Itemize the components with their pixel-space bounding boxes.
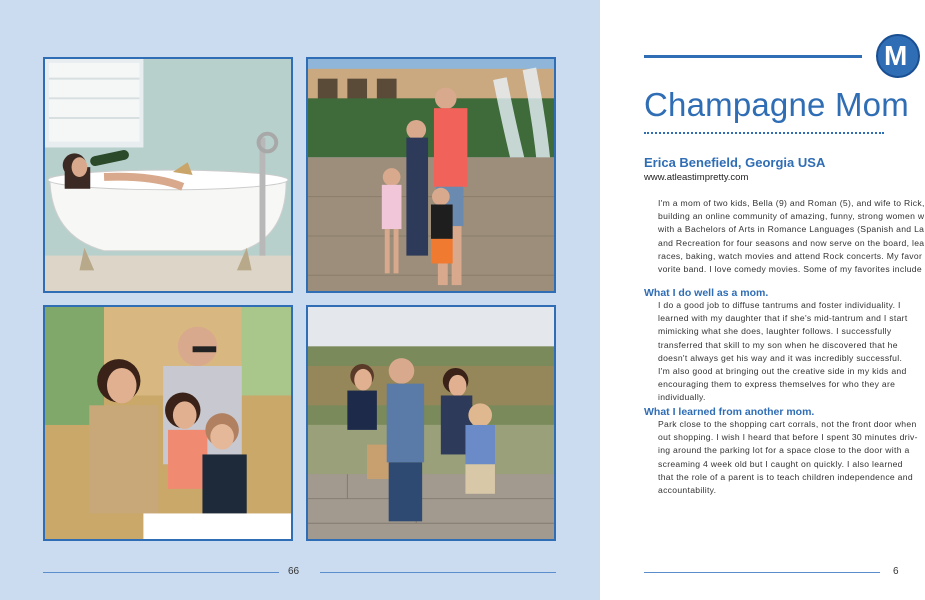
article-title: Champagne Mom xyxy=(644,86,909,123)
right-page xyxy=(600,0,925,600)
photo-family-restaurant xyxy=(43,305,293,541)
footer-rule-left xyxy=(43,572,279,573)
text-line: out shopping. I wish I heard that before I spent 30 minutes driv- xyxy=(658,432,918,443)
text-line: building an online community of amazing, funny, strong women w xyxy=(658,211,925,222)
text-line: and Recreation for four seasons and now serve on the board, lea xyxy=(658,237,925,248)
text-line: races, baking, watch movies and attend Rock concerts. My favor xyxy=(658,250,923,261)
text-line: accountability. xyxy=(658,485,717,496)
footer-rule xyxy=(644,572,880,573)
text-line: Park close to the shopping cart corrals, not the front door when xyxy=(658,419,917,429)
section-paragraph-do-well xyxy=(658,299,916,405)
text-line: I do a good job to diffuse tantrums and foster individuality. I xyxy=(658,300,901,310)
header-rule xyxy=(644,55,862,58)
text-line: individually. xyxy=(658,392,706,403)
section-heading-learned: What I learned from another mom. xyxy=(644,406,815,418)
text-line: screaming 4 week old but I caught on quickly. I also learned xyxy=(658,458,903,469)
footer-rule-right xyxy=(320,572,556,573)
section-heading-do-well: What I do well as a mom. xyxy=(644,287,769,299)
text-line: mimicking what she does, laughter follows. I successfully xyxy=(658,326,892,337)
title-dotted-rule xyxy=(644,132,884,134)
text-line: vorite band. I love comedy movies. Some of my favorites include xyxy=(658,264,922,275)
photo-champagne-bathtub xyxy=(43,57,293,293)
text-line: transferred that skill to my son when he discovered that he xyxy=(658,339,898,350)
text-line: that the role of a parent is to teach children independence and xyxy=(658,471,913,482)
photo-family-fountain xyxy=(306,57,556,293)
page-number-right: 6 xyxy=(893,566,899,577)
author-name: Erica Benefield, Georgia USA xyxy=(644,155,826,170)
magazine-logo: M xyxy=(876,34,920,78)
text-line: with a Bachelors of Arts in Romance Languages (Spanish and La xyxy=(658,224,925,235)
author-website-link[interactable]: www.atleastimpretty.com xyxy=(644,172,749,183)
text-line: doesn't always get his way and it was incredibly successful. xyxy=(658,352,903,363)
photo-family-outdoor-wall xyxy=(306,305,556,541)
page-number-left: 66 xyxy=(288,566,300,577)
text-line: ing around the parking lot for a space close to the door with a xyxy=(658,445,910,456)
text-line: I'm a mom of two kids, Bella (9) and Roman (5), and wife to Rick, xyxy=(658,198,925,208)
text-line: encouraging them to express themselves for who they are xyxy=(658,379,896,390)
intro-paragraph xyxy=(658,197,925,276)
text-line: I'm also good at bringing out the creative side in my kids and xyxy=(658,366,907,377)
text-line: learned with my daughter that if she's mid-tantrum and I start xyxy=(658,313,908,324)
section-paragraph-learned xyxy=(658,418,916,497)
